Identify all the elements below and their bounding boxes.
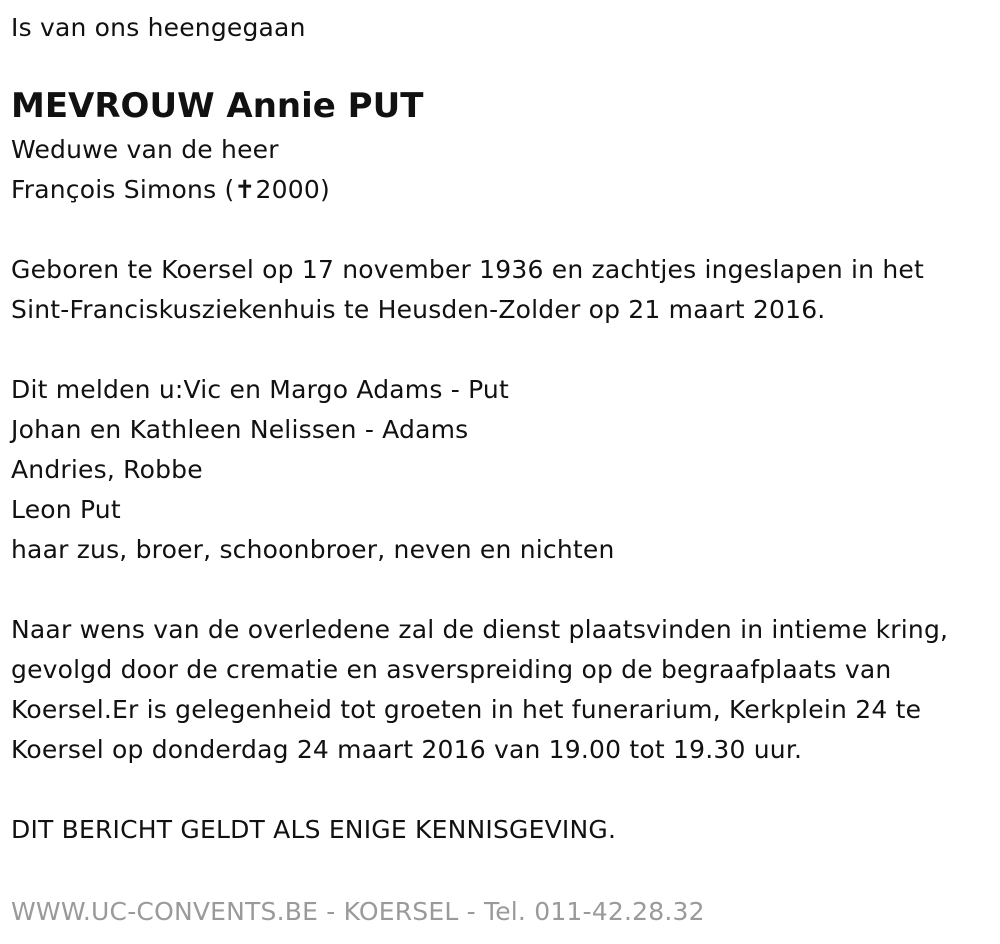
- service-line: Koersel.Er is gelegenheid tot groeten in het funerarium, Kerkplein 24 te: [11, 695, 922, 724]
- family-line: Leon Put: [11, 495, 121, 524]
- service-line: Naar wens van de overledene zal de dienst plaatsvinden in intieme kring,: [11, 615, 949, 644]
- birth-death-line: Geboren te Koersel op 17 november 1936 en zachtjes ingeslapen in het: [11, 255, 924, 284]
- spacer: [11, 570, 991, 610]
- service-line: Koersel op donderdag 24 maart 2016 van 19.00 tot 19.30 uur.: [11, 735, 803, 764]
- service-line: gevolgd door de crematie en asverspreiding op de begraafplaats van: [11, 655, 892, 684]
- notice-text: DIT BERICHT GELDT ALS ENIGE KENNISGEVING.: [11, 815, 617, 844]
- footer-contact: WWW.UC-CONVENTS.BE - KOERSEL - Tel. 011-42.28.32: [11, 897, 705, 926]
- spacer: [11, 210, 991, 250]
- family-line: haar zus, broer, schoonbroer, neven en nichten: [11, 535, 615, 564]
- birth-death-line: Sint-Franciskusziekenhuis te Heusden-Zolder op 21 maart 2016.: [11, 295, 826, 324]
- spouse-line-2: François Simons (✝2000): [11, 175, 330, 204]
- family-line: Andries, Robbe: [11, 455, 203, 484]
- spouse-line-1: Weduwe van de heer: [11, 135, 279, 164]
- family-line: Johan en Kathleen Nelissen - Adams: [11, 415, 469, 444]
- spacer: [11, 770, 991, 810]
- deceased-name: MEVROUW Annie PUT: [11, 86, 424, 126]
- family-line: Dit melden u:Vic en Margo Adams - Put: [11, 375, 509, 404]
- spacer: [11, 330, 991, 370]
- obituary-notice: [11, 8, 991, 850]
- intro-text: Is van ons heengegaan: [11, 13, 306, 42]
